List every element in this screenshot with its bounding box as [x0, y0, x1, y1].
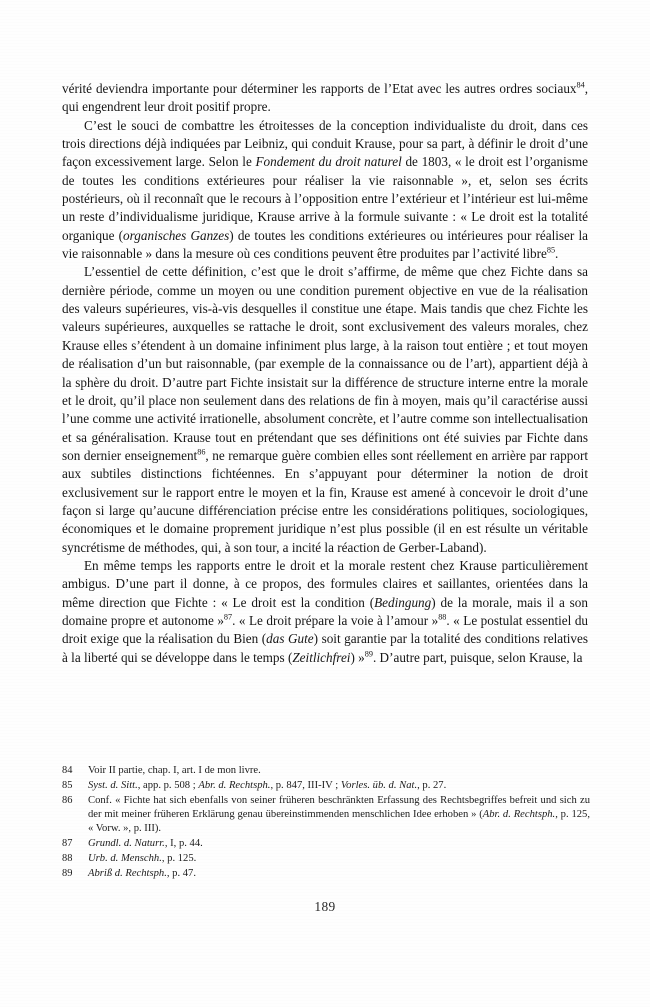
italic-run: Urb. d. Menschh. — [88, 852, 162, 864]
text-run: Conf. « Fichte hat sich ebenfalls von seiner früheren beschränkten Erfassung des Rechtsbegriffes befreit und sich zu der mit meiner früheren Erklärung genau übereinstimmenden menschlichen Idee erhoben » ( — [88, 794, 590, 820]
text-run: . « Le postulat essentiel du droit exige que la réalisation du Bien ( — [62, 612, 589, 647]
footnote-text — [88, 868, 196, 879]
italic-run: Bedingung — [374, 594, 432, 610]
text-run: ) soit garantie par la totalité des conditions relatives à la liberté qui se développe dans le temps ( — [62, 631, 588, 665]
text-run: vérité deviendra importante pour déterminer les rapports de l’Etat avec les autres ordres sociaux — [62, 81, 577, 96]
footnote-reference[interactable]: 87 — [223, 612, 233, 622]
footnote-reference[interactable]: 88 — [438, 612, 447, 622]
text-run: , p. 27. — [417, 779, 447, 791]
text-run: L’essentiel de cette définition, c’est que le droit s’affirme, de même que chez Fichte dans sa dernière période, comme un moyen ou une condition purement objective en vue de la réalisation des valeurs supérieures, vis-à-vis desquelles il constitue une étape. Mais tandis que chez Fichte les valeurs supérieures, auxquelles se rattache le droit, sont exclusivement des valeurs morales, chez Krause elles s’étendent à un domaine infiniment plus large, à la raison tout entière ; et tout moyen de réalisation d’un but raisonnable, (par exemple de la connaissance ou de l’art), appartient déjà à la sphère du droit. D’autre part Fichte insistait sur la différence de structure interne entre la morale et le droit, qu’il place non seulement dans des relations de fin à moyen, mais qu’il caractérise aussi l’une comme une activité irrationelle, absolument concrète, et l’autre comme son intellectualisation et sa généralisation. Krause tout en prétendant que ses définitions ont été suivies par Fichte dans son dernier enseignement — [62, 264, 588, 463]
footnote-number: 89 — [62, 867, 73, 879]
body-paragraph — [62, 117, 588, 264]
footnote-item — [62, 794, 590, 837]
text-run: , app. p. 508 ; — [137, 779, 199, 791]
footnote-number: 88 — [62, 852, 73, 864]
footnote-number: 85 — [62, 779, 73, 791]
text-run: En même temps les rapports entre le droit et la morale restent chez Krause particulièrement ambigus. D’une part il donne, à ce propos, des formules claires et saillantes, orientées dans la même direction que Fichte : « Le droit est la condition ( — [62, 557, 588, 610]
footnote-item — [62, 837, 590, 851]
italic-run: organisches Ganzes — [123, 227, 230, 243]
page-body-text — [62, 80, 588, 667]
text-run: , p. 47. — [166, 867, 196, 879]
text-run: . D’autre part, puisque, selon Krause, la — [372, 649, 583, 665]
footnote-number: 87 — [62, 837, 73, 849]
footnotes-block — [62, 764, 590, 881]
footnote-text — [88, 853, 196, 864]
footnote-item — [62, 764, 590, 778]
italic-run: Abriß d. Rechtsph. — [88, 867, 167, 879]
text-run: . — [555, 246, 559, 262]
text-run: de 1803, « le droit est l’organisme de toutes les conditions extérieures pour réaliser la vie raisonnable », et, selon ses écrits postérieurs, où il reconnaît que le recours à l’opposition entre l’extérieur et l’intérieur est lui-même un reste d’individualisme juridique, Krause arrive à la formule suivante : « Le droit est la totalité organique ( — [62, 154, 588, 243]
footnote-text — [88, 838, 203, 849]
footnote-item — [62, 867, 590, 881]
italic-run: Zeitlichfrei — [292, 649, 351, 665]
text-run: ) de toutes les conditions extérieures ou intérieures pour réaliser la vie raisonnable » dans la mesure où ces conditions peuvent être produites par l’activité libre — [62, 227, 588, 262]
footnote-number: 84 — [62, 765, 73, 776]
body-paragraph — [62, 557, 588, 667]
footnote-reference[interactable]: 89 — [364, 649, 373, 659]
text-run: ) de la morale, mais il a son domaine propre et autonome » — [62, 594, 588, 628]
text-run: , ne remarque guère combien elles sont réellement en arrière par rapport aux subtiles distinctions fichtéennes. En s’appuyant pour déterminer la notion de droit exclusivement sur le rapport entre le moyen et la fin, Krause est amené à concevoir le droit d’une façon si large qu’aucune différenciation précise entre les considérations politiques, sociologiques, économiques et le domaine proprement juridique n’est plus possible (il en est résulte un véritable syncrétisme de méthodes, qui, à son tour, a incité la réaction de Gerber-Laband). — [62, 447, 589, 555]
text-run: ) » — [350, 649, 365, 665]
text-run: , p. 847, III-IV ; — [270, 779, 341, 791]
footnote-text — [88, 780, 446, 791]
body-paragraph — [62, 263, 588, 557]
text-run: . « Le droit prépare la voie à l’amour » — [232, 612, 439, 628]
italic-run: Grundl. d. Naturr. — [88, 837, 165, 849]
italic-run: Syst. d. Sitt. — [88, 779, 138, 791]
text-run: , p. 125. — [161, 852, 197, 864]
body-paragraph — [62, 80, 588, 117]
footnote-item — [62, 852, 590, 866]
italic-run: Vorles. üb. d. Nat. — [340, 779, 418, 791]
text-run: , qui engendrent leur droit positif propre. — [62, 81, 588, 115]
page-number: 189 — [314, 899, 336, 914]
text-run: C’est le souci de combattre les étroitesses de la conception individualiste du droit, dans ces trois directions déjà indiquées par Leibniz, qui conduit Krause, pour sa part, à définir le droit d’une façon excessivement large. Selon le — [62, 117, 588, 170]
footnote-reference[interactable]: 84 — [576, 80, 585, 90]
footnote-text — [88, 765, 261, 776]
footnote-reference[interactable]: 85 — [546, 245, 556, 255]
footnote-reference[interactable]: 86 — [197, 447, 206, 457]
footnote-text — [88, 795, 590, 835]
italic-run: Abr. d. Rechtsph. — [482, 808, 556, 820]
italic-run: Abr. d. Rechtsph. — [198, 779, 271, 791]
italic-run: das Gute — [266, 631, 314, 647]
footnote-item — [62, 779, 590, 793]
text-run: , I, p. 44. — [164, 837, 203, 849]
text-run: Voir II partie, chap. I, art. I de mon livre. — [88, 765, 261, 776]
text-run: , p. 125, « Vorw. », p. III). — [88, 808, 591, 835]
italic-run: Fondement du droit naturel — [255, 154, 402, 170]
footnote-number: 86 — [62, 794, 73, 806]
